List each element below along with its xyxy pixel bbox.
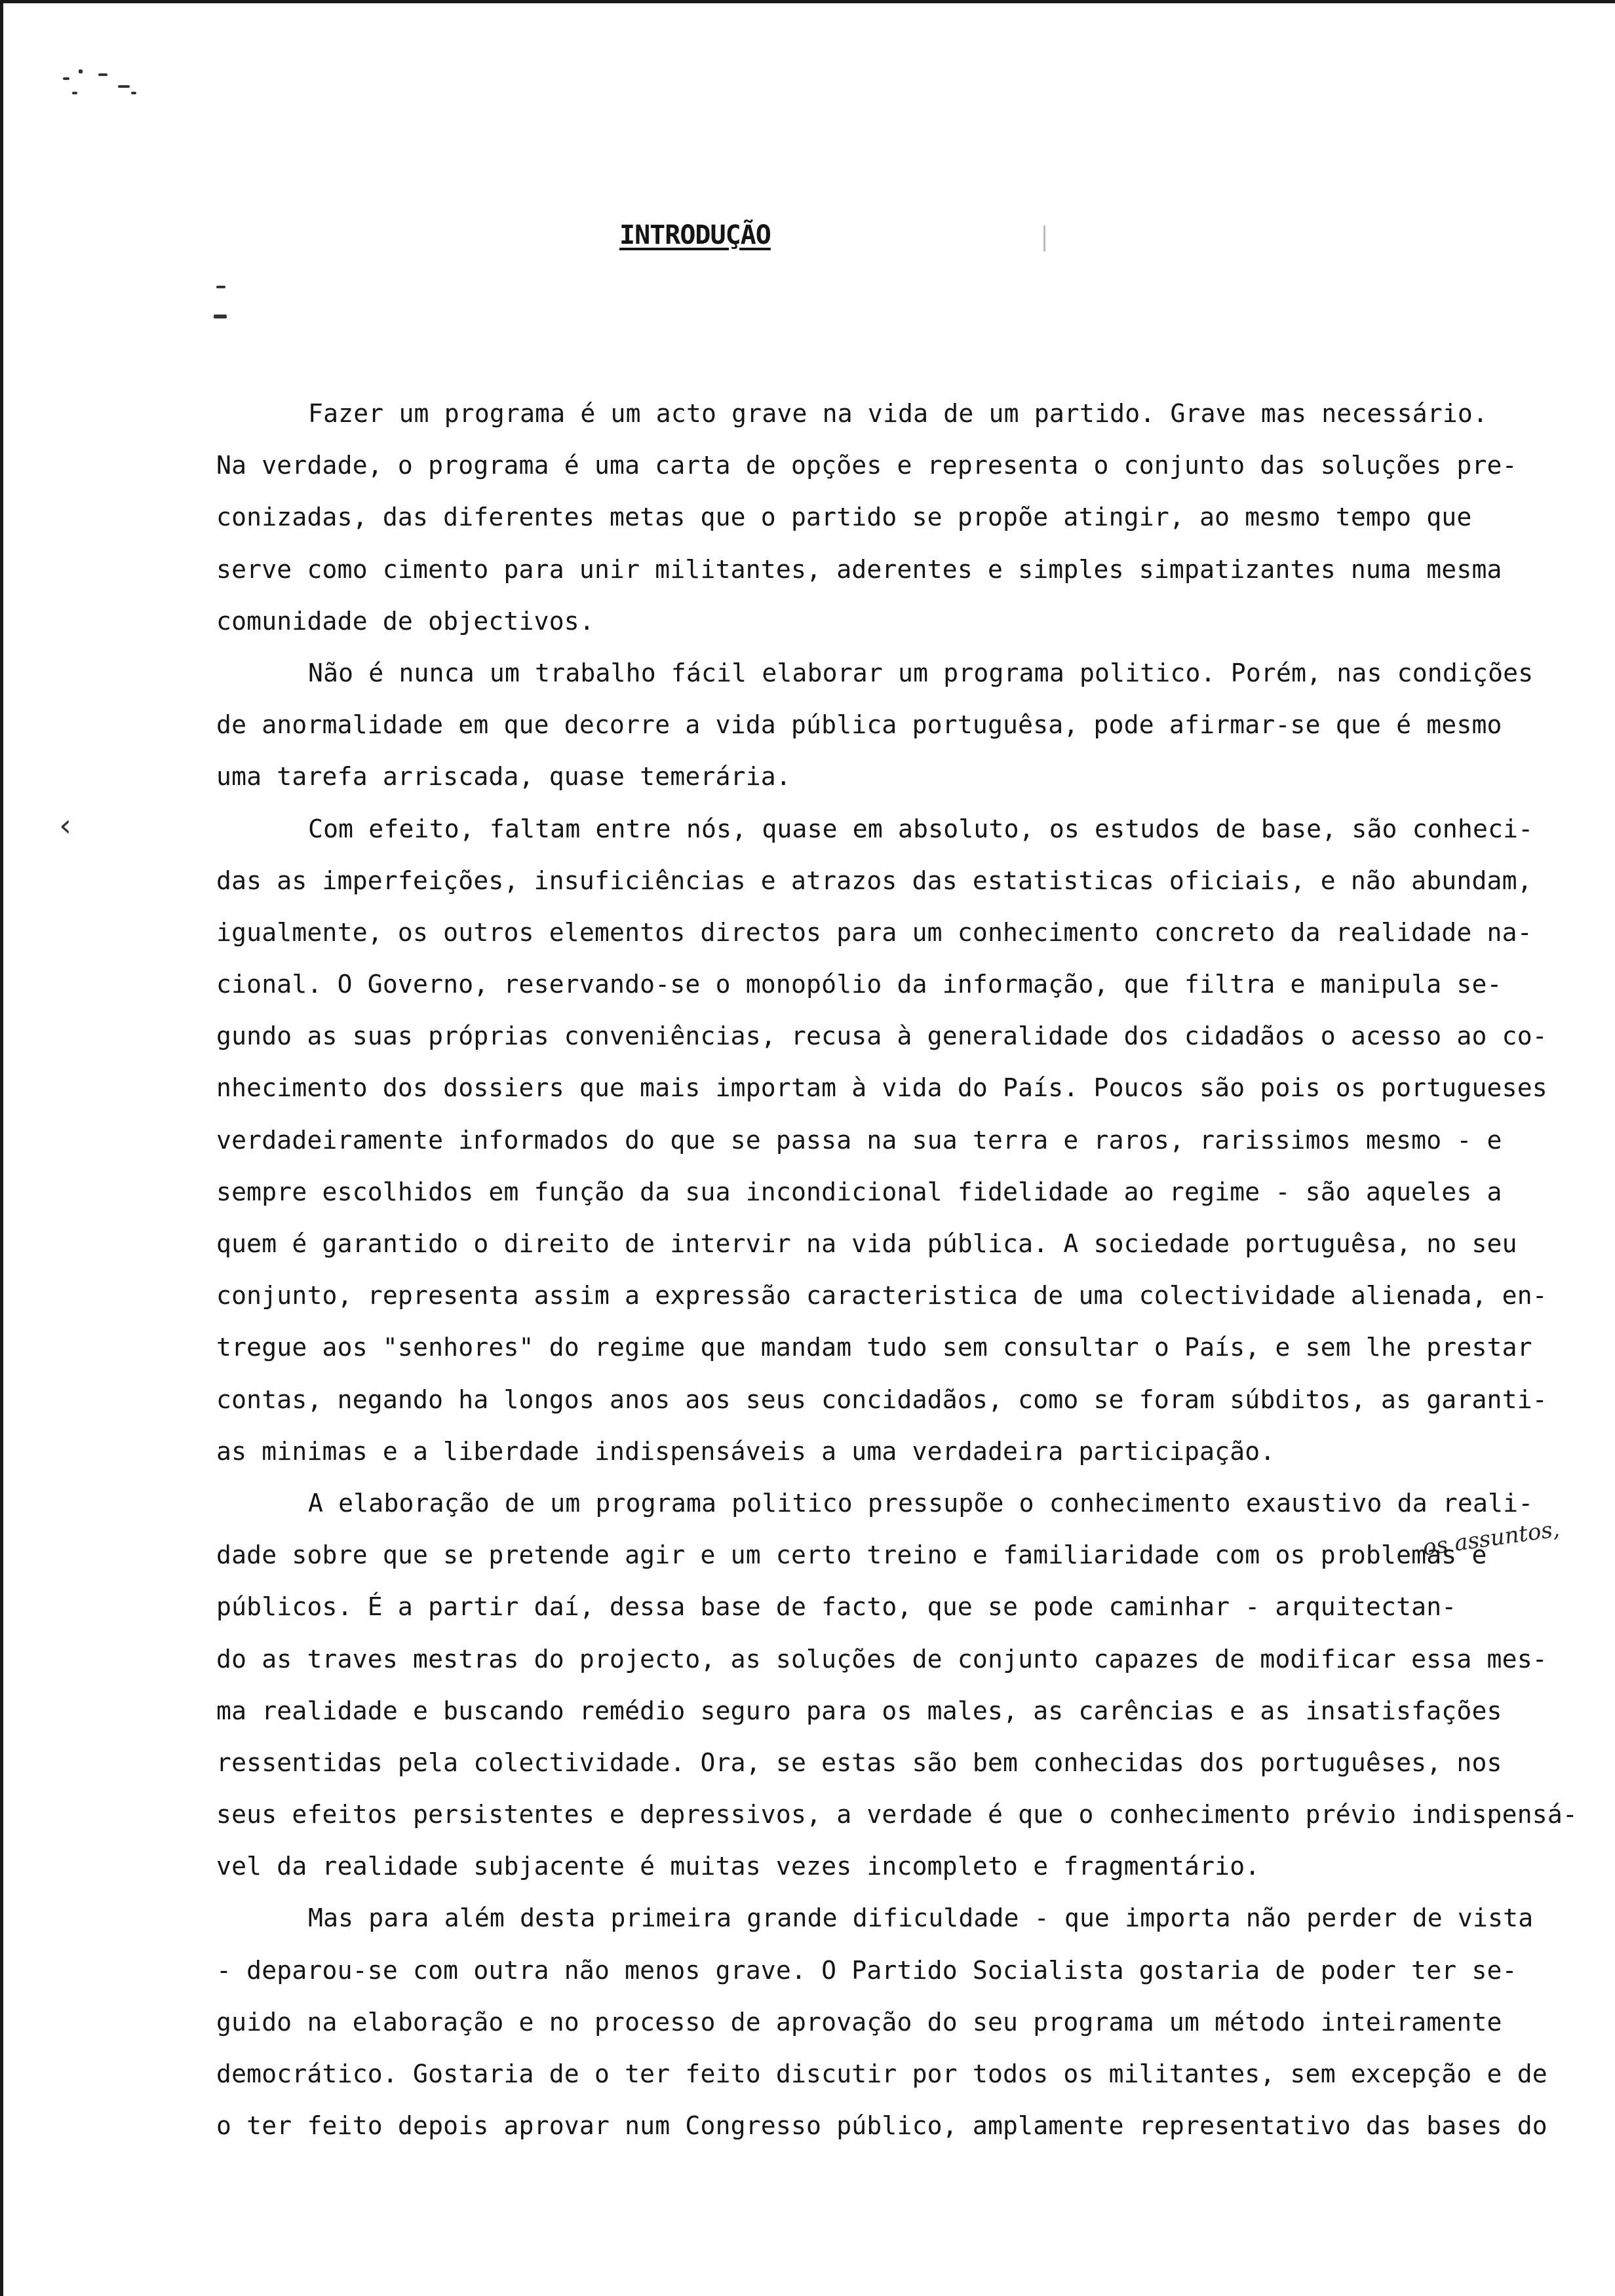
text-line: - deparou-se com outra não menos grave. O Partido Socialista gostaria de poder ter se- [216,1955,1517,1985]
text-line: públicos. É a partir daí, dessa base de facto, que se pode caminhar - arquitectan- [216,1592,1457,1622]
text-line: conizadas, das diferentes metas que o partido se propõe atingir, ao mesmo tempo que [216,503,1472,532]
text-line: Mas para além desta primeira grande dificuldade - que importa não perder de vista [308,1904,1534,1933]
text-line: de anormalidade em que decorre a vida pública portuguêsa, pode afirmar-se que é mesmo [216,710,1502,740]
text-line: A elaboração de um programa politico pressupõe o conhecimento exaustivo da reali- [308,1488,1534,1518]
text-line: dade sobre que se pretende agir e um certo treino e familiaridade com os problemas e [216,1540,1487,1570]
text-line: guido na elaboração e no processo de aprovação do seu programa um método inteiramente [216,2007,1502,2037]
scan-speck [214,315,227,318]
text-line: tregue aos "senhores" do regime que mandam tudo sem consultar o País, e sem lhe prestar [216,1333,1532,1362]
text-line: ma realidade e buscando remédio seguro para os males, as carências e as insatisfações [216,1696,1502,1725]
scan-speck [131,92,136,94]
text-line: contas, negando ha longos anos aos seus concidadãos, como se foram súbditos, as garanti- [216,1385,1547,1414]
scan-speck [63,77,69,80]
text-line: ressentidas pela colectividade. Ora, se estas são bem conhecidas dos portuguêses, nos [216,1748,1502,1777]
text-line: Fazer um programa é um acto grave na vida de um partido. Grave mas necessário. [308,399,1489,428]
text-line: seus efeitos persistentes e depressivos, a verdade é que o conhecimento prévio indispensá- [216,1800,1578,1829]
text-line: democrático. Gostaria de o ter feito discutir por todos os militantes, sem excepção e de [216,2059,1547,2088]
text-line: uma tarefa arriscada, quase temerária. [216,762,791,792]
text-line: sempre escolhidos em função da sua incondicional fidelidade ao regime - são aqueles a [216,1177,1502,1206]
text-line: do as traves mestras do projecto, as soluções de conjunto capazes de modificar essa mes- [216,1644,1547,1674]
page-edge-left [0,0,3,2296]
text-line: o ter feito depois aprovar num Congresso público, amplamente representativo das bases do [216,2111,1547,2141]
text-line: verdadeiramente informados do que se passa na sua terra e raros, rarissimos mesmo - e [216,1125,1502,1155]
scan-speck [1043,225,1045,252]
scan-speck [98,73,107,76]
text-line: cional. O Governo, reservando-se o monopólio da informação, que filtra e manipula se- [216,970,1502,999]
text-line: Com efeito, faltam entre nós, quase em absoluto, os estudos de base, são conheci- [308,814,1534,843]
scan-speck [72,92,77,94]
page-edge-top [0,0,1615,3]
text-line: quem é garantido o direito de intervir na vida pública. A sociedade portuguêsa, no seu [216,1229,1517,1258]
text-line: Não é nunca um trabalho fácil elaborar um programa politico. Porém, nas condições [308,658,1534,687]
page-title: INTRODUÇÃO [619,220,771,250]
handwritten-annotation: os assuntos, [1421,1516,1561,1561]
scan-speck [118,85,130,88]
text-line: das as imperfeições, insuficiências e atrazos das estatisticas oficiais, e não abundam, [216,866,1532,895]
margin-mark: ‹ [59,807,72,844]
document-body [216,388,1593,2152]
text-line: gundo as suas próprias conveniências, recusa à generalidade dos cidadãos o acesso ao co- [216,1022,1547,1051]
text-line: nhecimento dos dossiers que mais importam à vida do País. Poucos são pois os portugueses [216,1073,1547,1103]
text-line: serve como cimento para unir militantes, aderentes e simples simpatizantes numa mesma [216,554,1502,584]
scan-speck [216,286,225,288]
text-line: Na verdade, o programa é uma carta de opções e representa o conjunto das soluções pre- [216,451,1517,480]
text-line: as minimas e a liberdade indispensáveis a uma verdadeira participação. [216,1436,1275,1466]
text-line: conjunto, representa assim a expressão caracteristica de uma colectividade alienada, en- [216,1281,1547,1311]
text-line: comunidade de objectivos. [216,606,594,636]
text-line: igualmente, os outros elementos directos para um conhecimento concreto da realidade na- [216,917,1532,947]
scan-speck [79,69,83,73]
text-line: vel da realidade subjacente é muitas vezes incompleto e fragmentário. [216,1852,1260,1881]
